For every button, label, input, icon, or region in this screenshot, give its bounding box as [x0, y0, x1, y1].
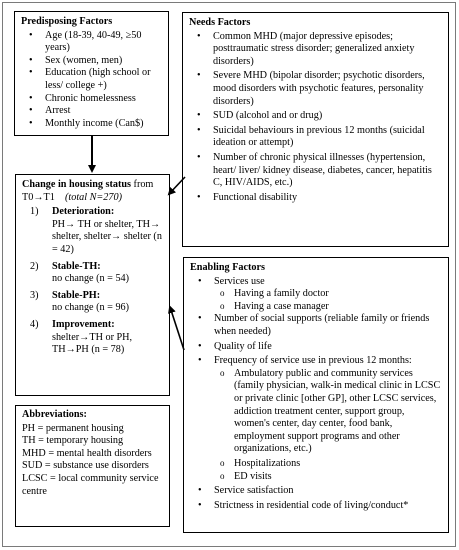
- needs-factors-title: Needs Factors: [189, 17, 251, 28]
- needs-item-suicidal: • Suicidal behaviours in previous 12 months (suicidal ideation or attempt): [189, 125, 442, 150]
- predisposing-item-homelessness: • Chronic homelessness: [21, 93, 162, 106]
- predisposing-factors-box: [14, 11, 169, 136]
- outcome-number: 1): [30, 206, 39, 218]
- enabling-item-quality-of-life: • Quality of life: [190, 341, 442, 354]
- housing-status-title-bold: Change in housing status: [22, 179, 131, 190]
- abbreviations-box: [15, 405, 170, 527]
- enabling-sub-case-manager: o Having a case manager: [210, 301, 442, 314]
- enabling-item-frequency: • Frequency of service use in previous 12 months:: [190, 355, 442, 368]
- enabling-item-social-supports: • Number of social supports (reliable family or friends when needed): [190, 313, 442, 338]
- outcome-number: 2): [30, 260, 39, 272]
- abbreviation-mhd: MHD = mental health disorders: [22, 447, 152, 459]
- predisposing-item-education: • Education (high school or less/ college +): [21, 67, 162, 92]
- outcome-label: Stable-PH:: [52, 289, 101, 301]
- predisposing-item-age: • Age (18-39, 40-49, ≥50 years): [21, 30, 162, 55]
- needs-item-sud: • SUD (alcohol and or drug): [189, 110, 442, 123]
- outcome-detail: no change (n = 96): [52, 302, 130, 314]
- enabling-item-strictness: • Strictness in residential code of living/conduct*: [190, 500, 442, 513]
- enabling-sub-ambulatory-services: o Ambulatory public and community services (family physician, walk-in medical clinic in LCSC or private clinic [other GP], other LCSC services, addiction treatment center, support group, women's center, day center, food bank, employment support programs and other organizations, etc.): [210, 368, 442, 456]
- predisposing-item-sex: • Sex (women, men): [21, 55, 162, 68]
- housing-status-title: [22, 179, 163, 192]
- abbreviation-th: TH = temporary housing: [22, 435, 124, 447]
- needs-factors-list: [189, 31, 442, 205]
- housing-outcomes-list: [22, 206, 163, 357]
- outcome-label: Deterioration:: [52, 206, 115, 218]
- services-use-sublist: [190, 288, 442, 313]
- housing-status-period-line: [22, 192, 163, 205]
- needs-item-physical-illnesses: • Number of chronic physical illnesses (hypertension, heart/ liver/ kidney disease, diabetes, cancer, hepatitis C, HIV/AIDS, etc.): [189, 152, 442, 190]
- abbreviation-ph: PH = permanent housing: [22, 422, 124, 434]
- enabling-item-satisfaction: • Service satisfaction: [190, 485, 442, 498]
- outcome-detail: shelter→TH or PH, TH→PH (n = 78): [52, 331, 133, 356]
- services-use-label: Services use: [214, 275, 265, 287]
- housing-outcome-improvement: [22, 319, 163, 357]
- outcome-label: Improvement:: [52, 318, 115, 330]
- housing-status-title-rest: from: [131, 179, 154, 190]
- housing-outcome-stable-ph: [22, 290, 163, 315]
- abbreviation-sud: SUD = substance use disorders: [22, 460, 149, 472]
- housing-status-total: (total N=270): [65, 191, 122, 203]
- housing-outcome-stable-th: [22, 261, 163, 286]
- enabling-sub-family-doctor: o Having a family doctor: [210, 288, 442, 301]
- predisposing-factors-list: [21, 30, 162, 131]
- enabling-factors-title: Enabling Factors: [190, 262, 265, 273]
- abbreviations-title: Abbreviations:: [22, 409, 87, 420]
- predisposing-item-income: • Monthly income (Can$): [21, 118, 162, 131]
- enabling-item-services-use: [190, 276, 442, 289]
- needs-item-functional-disability: • Functional disability: [189, 192, 442, 205]
- enabling-factors-list: [190, 276, 442, 513]
- housing-status-box: [15, 174, 170, 396]
- needs-item-severe-mhd: • Severe MHD (bipolar disorder; psychotic disorders, mood disorders with psychotic features, personality disorders): [189, 70, 442, 108]
- predisposing-factors-title: Predisposing Factors: [21, 16, 113, 27]
- outcome-label: Stable-TH:: [52, 260, 101, 272]
- abbreviation-lcsc: LCSC = local community service centre: [22, 472, 159, 497]
- needs-item-common-mhd: • Common MHD (major depressive episodes; posttraumatic stress disorder; generalized anxiety disorders): [189, 31, 442, 69]
- frequency-sublist: [190, 368, 442, 483]
- housing-outcome-deterioration: [22, 206, 163, 256]
- outcome-number: 3): [30, 289, 39, 301]
- housing-status-period: T0→T1: [22, 191, 55, 203]
- outcome-detail: PH→ TH or shelter, TH→ shelter, shelter→ shelter (n = 42): [52, 218, 162, 255]
- needs-factors-box: [182, 12, 449, 247]
- enabling-sub-ed-visits: o ED visits: [210, 471, 442, 484]
- outcome-detail: no change (n = 54): [52, 273, 130, 285]
- enabling-factors-box: [183, 257, 449, 533]
- enabling-sub-hospitalizations: o Hospitalizations: [210, 458, 442, 471]
- outcome-number: 4): [30, 318, 39, 330]
- predisposing-item-arrest: • Arrest: [21, 105, 162, 118]
